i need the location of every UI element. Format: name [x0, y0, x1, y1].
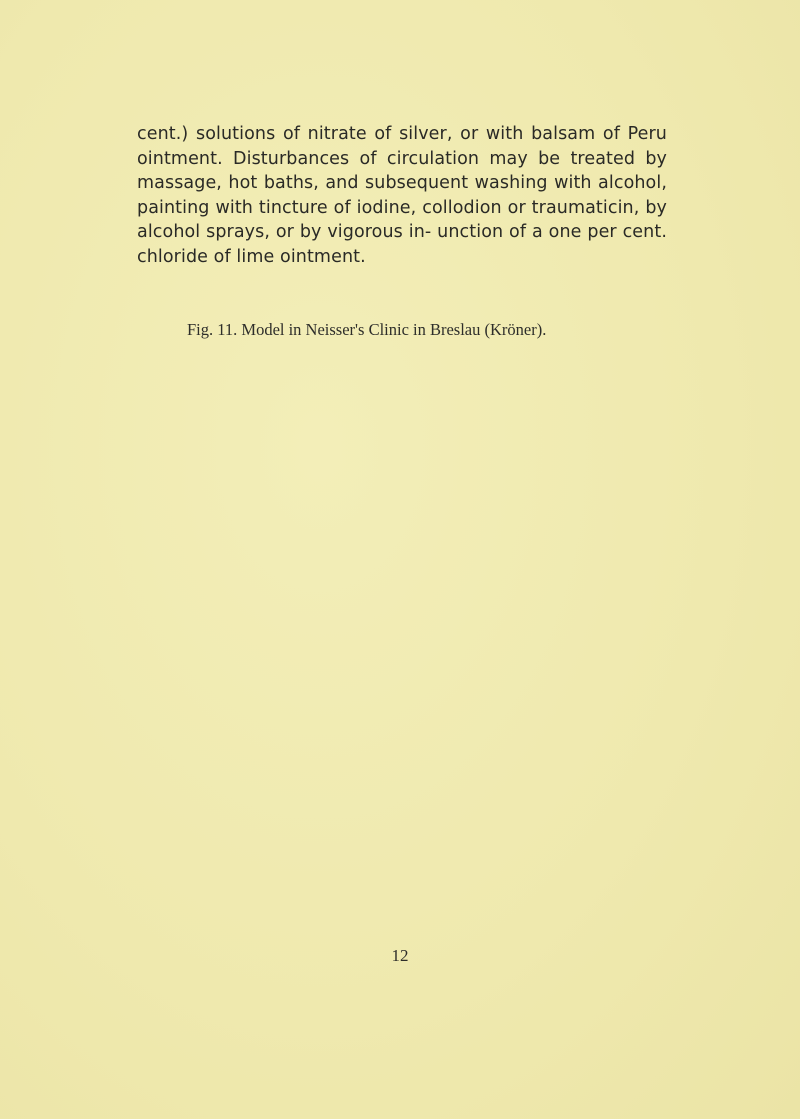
page-number: 12: [391, 946, 409, 965]
figure-caption: Fig. 11. Model in Neisser's Clinic in Breslau (Kröner).: [187, 320, 547, 339]
body-paragraph: cent.) solutions of nitrate of silver, or with balsam of Peru ointment. Disturbances of circulation may be treated by massage, hot baths, and subsequent washing with alcohol, painting with tincture of iodine, collodion or traumaticin, by alcohol sprays, or by vigorous in- unction of a one per cent. chloride of lime ointment.: [137, 124, 667, 267]
